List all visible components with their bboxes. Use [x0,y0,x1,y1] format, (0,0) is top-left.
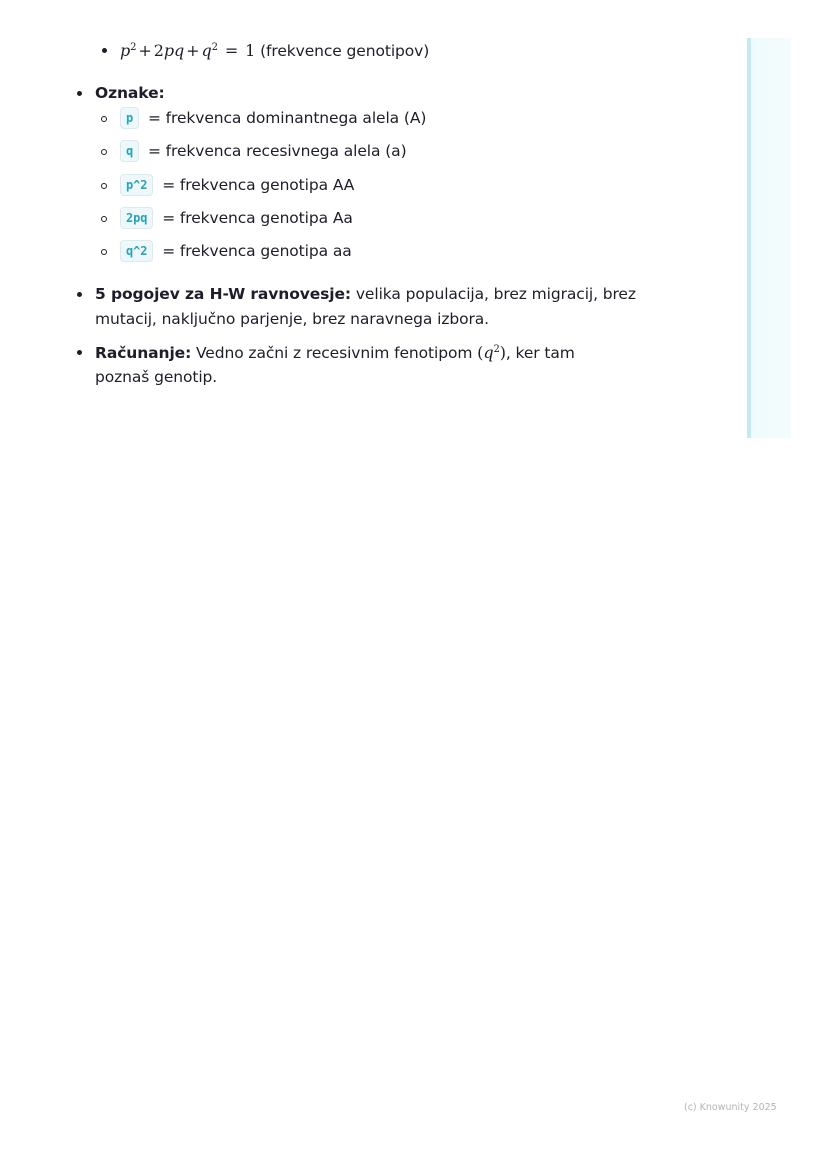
hw-equation: $p^2 + 2pq + q^2 = 1$ [120,41,256,60]
bullet-circle [101,183,107,189]
code-chip: q [120,140,139,162]
formula-item [120,38,429,64]
bullet-circle [101,216,107,222]
pogoji-item: 5 pogojev za H-W ravnovesje: velika populacija, brez migracij, brez [95,285,636,303]
oznake-item: q = frekvenca recesivnega alela (a) [120,139,407,164]
oznake-item: q^2 = frekvenca genotipa aa [120,239,352,264]
bullet-disc [77,292,82,297]
code-chip: q^2 [120,240,153,262]
oznake-item: 2pq = frekvenca genotipa Aa [120,206,353,231]
side-note-panel [747,38,791,438]
code-chip: p [120,107,139,129]
bullet-circle [101,249,107,255]
bullet-disc [77,91,82,96]
bullet-disc [77,350,82,355]
oznake-item: p^2 = frekvenca genotipa AA [120,173,354,198]
oznake-item: p = frekvenca dominantnega alela (A) [120,106,426,131]
racunanje-item-line2: poznaš genotip. [95,368,218,386]
code-chip: 2pq [120,207,153,229]
pogoji-label: 5 pogojev za H-W ravnovesje: [95,285,352,303]
copyright-footer: (c) Knowunity 2025 [684,1102,777,1113]
bullet-circle [101,149,107,155]
oznake-heading: Oznake: [95,84,165,102]
racunanje-item: Računanje: Vedno začni z recesivnim fenotipom $(q^2)$, ker tam [95,343,575,362]
bullet-circle [101,116,107,122]
bullet-disc [102,48,107,53]
code-chip: p^2 [120,174,153,196]
pogoji-item-line2: mutacij, naključno parjenje, brez naravnega izbora. [95,310,489,328]
formula-caption: (frekvence genotipov) [255,42,430,60]
q-squared-math: $(q^2)$ [477,343,506,362]
racunanje-label: Računanje: [95,344,192,362]
